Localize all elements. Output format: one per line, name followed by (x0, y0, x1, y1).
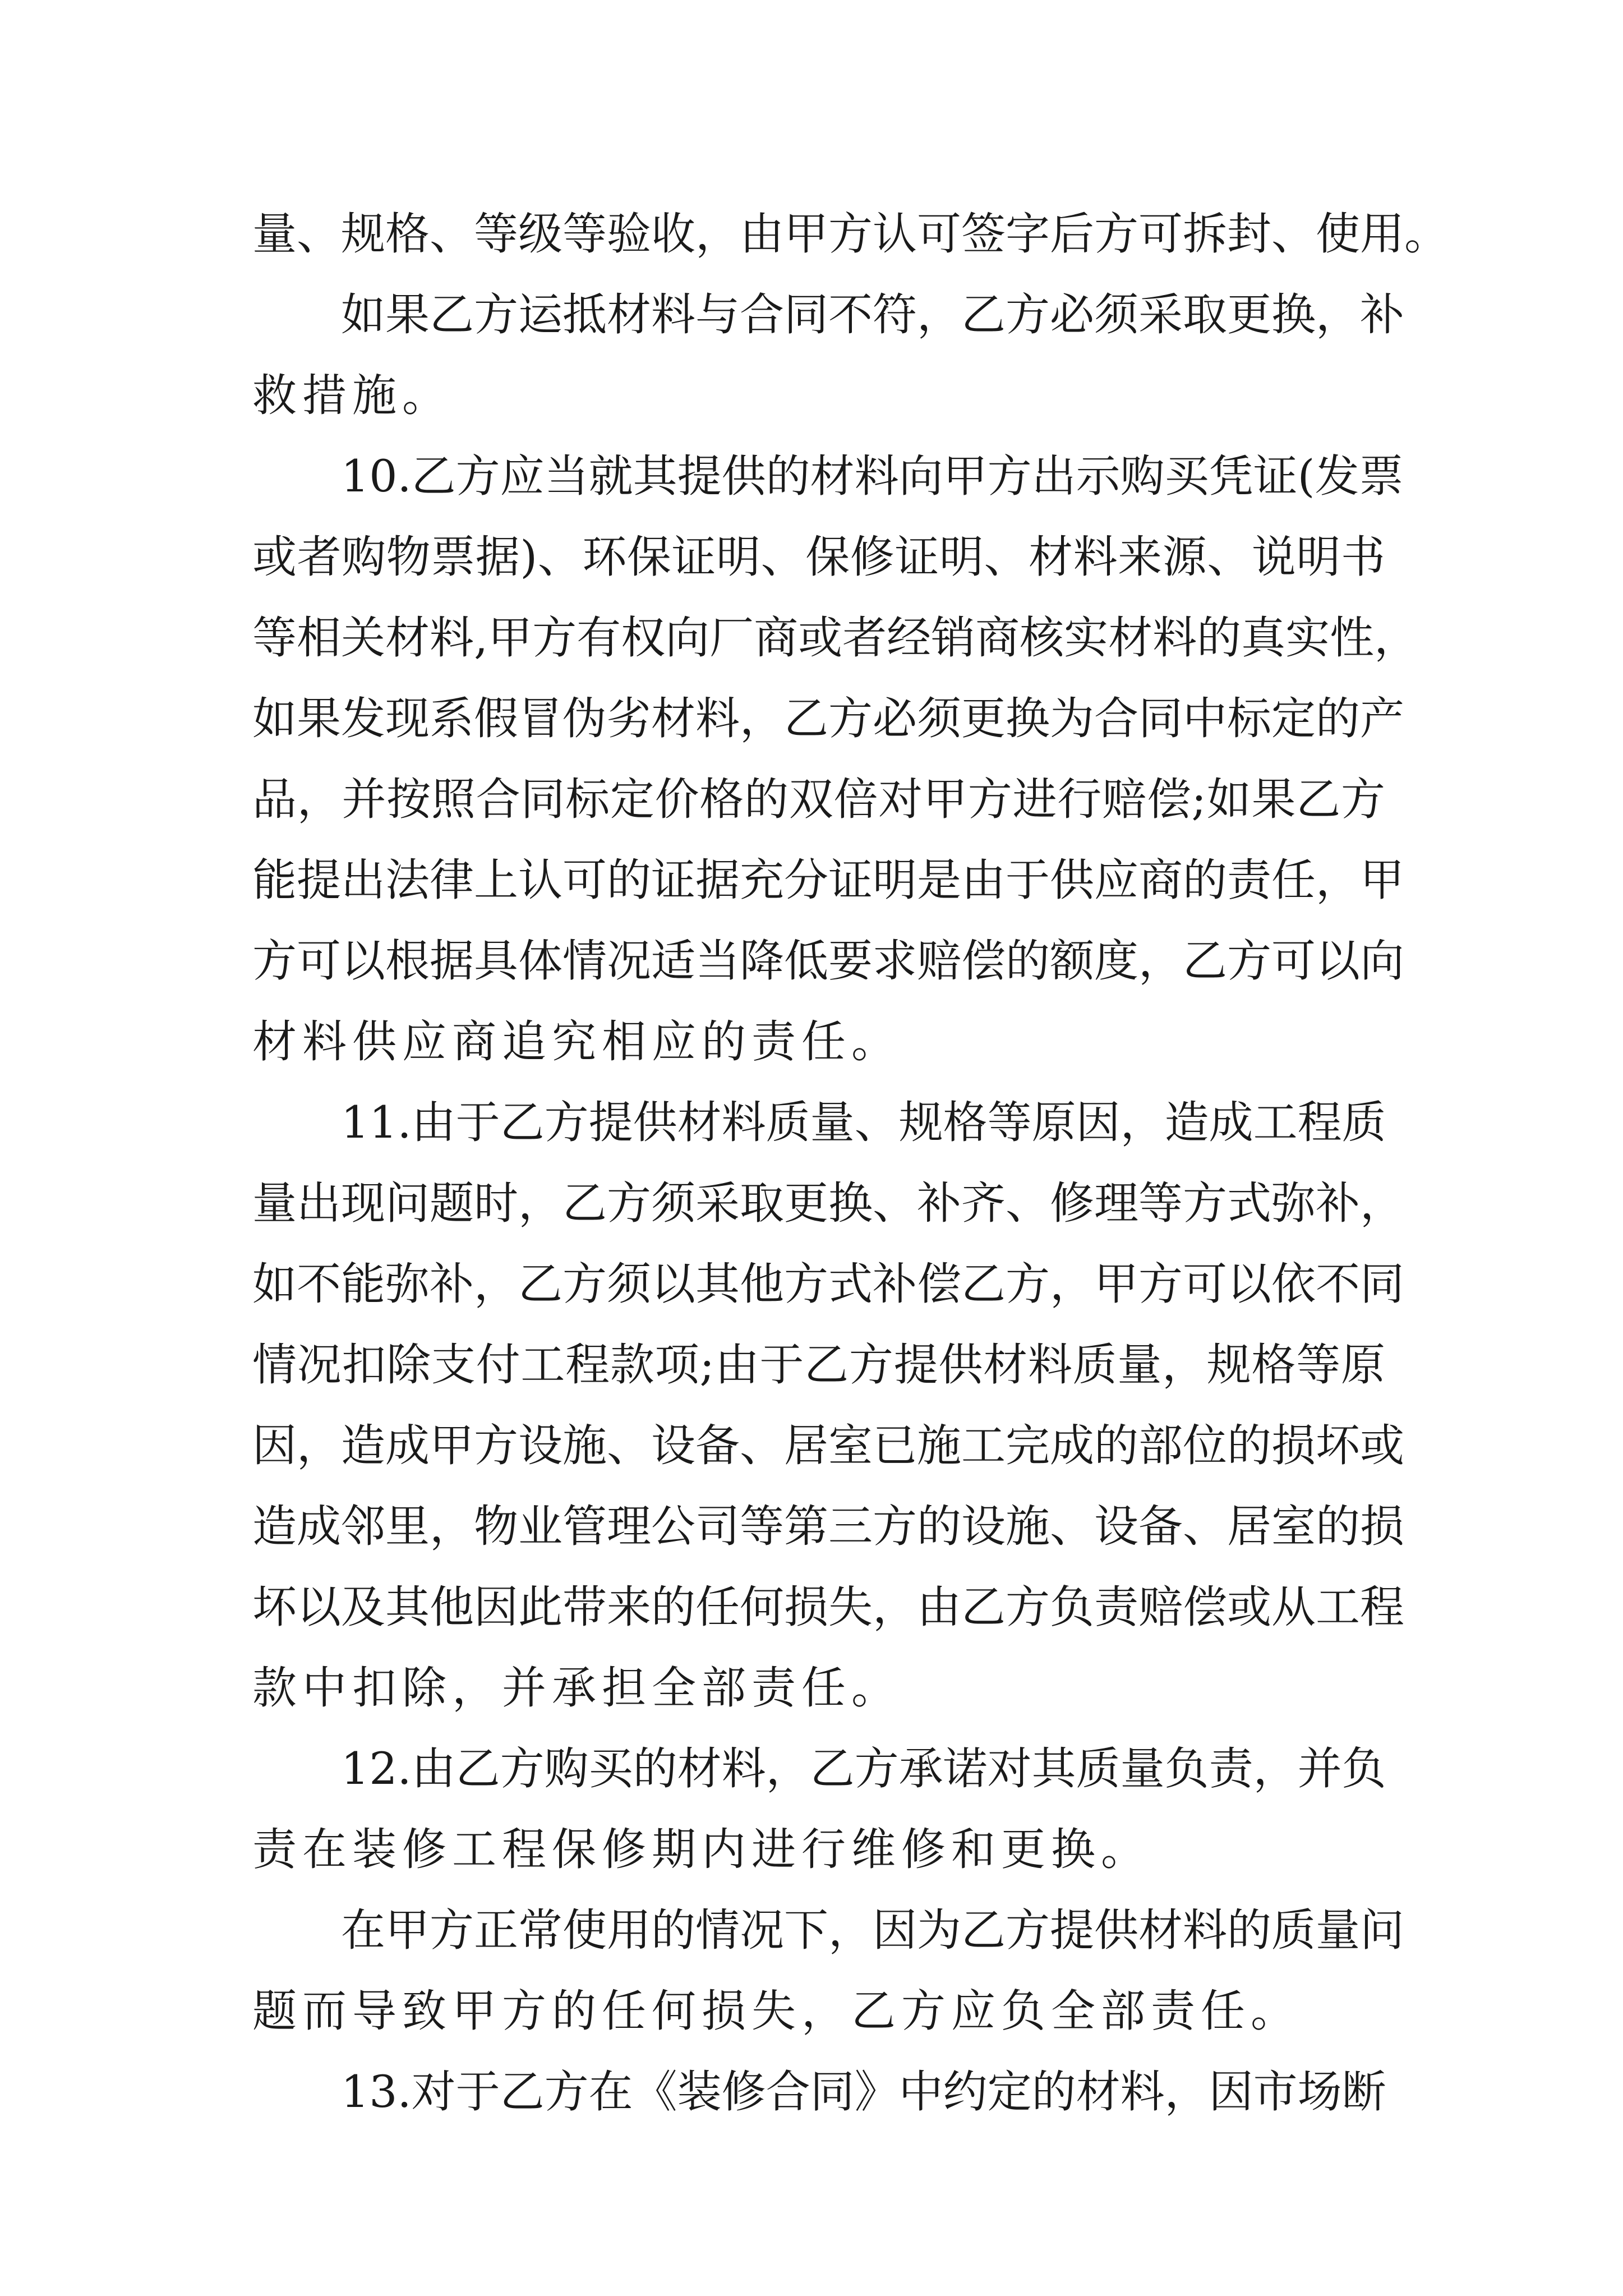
text-line: 能提出法律上认可的证据充分证明是由于供应商的责任，甲 (252, 854, 1404, 906)
text-line: 或者购物票据)、环保证明、保修证明、材料来源、说明书 (252, 531, 1385, 583)
text-line: 品，并按照合同标定价格的双倍对甲方进行赔偿;如果乙方 (252, 774, 1385, 825)
text-line: 坏以及其他因此带来的任何损失，由乙方负责赔偿或从工程 (252, 1581, 1404, 1633)
text-line: 量出现问题时，乙方须采取更换、补齐、修理等方式弥补， (252, 1177, 1404, 1229)
text-line: 13.对于乙方在《装修合同》中约定的材料，因市场断 (341, 2066, 1386, 2118)
text-line: 题而导致甲方的任何损失，乙方应负全部责任。 (252, 1985, 1301, 2037)
text-line: 造成邻里，物业管理公司等第三方的设施、设备、居室的损 (252, 1501, 1404, 1552)
text-line: 责在装修工程保修期内进行维修和更换。 (252, 1824, 1151, 1875)
text-line: 量、规格、等级等验收，由甲方认可签字后方可拆封、使用。 (252, 208, 1449, 260)
text-line: 等相关材料,甲方有权向厂商或者经销商核实材料的真实性， (252, 612, 1419, 664)
text-line: 情况扣除支付工程款项;由于乙方提供材料质量，规格等原 (252, 1339, 1385, 1391)
text-line: 款中扣除，并承担全部责任。 (252, 1662, 901, 1714)
text-line: 救措施。 (252, 370, 452, 421)
text-line: 12.由乙方购买的材料，乙方承诺对其质量负责，并负 (341, 1743, 1386, 1795)
text-line: 如果发现系假冒伪劣材料，乙方必须更换为合同中标定的产 (252, 693, 1404, 744)
text-line: 材料供应商追究相应的责任。 (252, 1016, 901, 1068)
text-line: 如果乙方运抵材料与合同不符，乙方必须采取更换，补 (341, 289, 1404, 341)
text-line: 因，造成甲方设施、设备、居室已施工完成的部位的损坏或 (252, 1420, 1404, 1471)
text-line: 如不能弥补，乙方须以其他方式补偿乙方，甲方可以依不同 (252, 1258, 1404, 1310)
text-line: 在甲方正常使用的情况下，因为乙方提供材料的质量问 (341, 1904, 1404, 1956)
text-line: 11.由于乙方提供材料质量、规格等原因，造成工程质 (341, 1097, 1386, 1148)
text-line: 方可以根据具体情况适当降低要求赔偿的额度，乙方可以向 (252, 935, 1404, 987)
text-line: 10.乙方应当就其提供的材料向甲方出示购买凭证(发票 (341, 450, 1404, 502)
contract-body-text (252, 194, 1449, 2132)
